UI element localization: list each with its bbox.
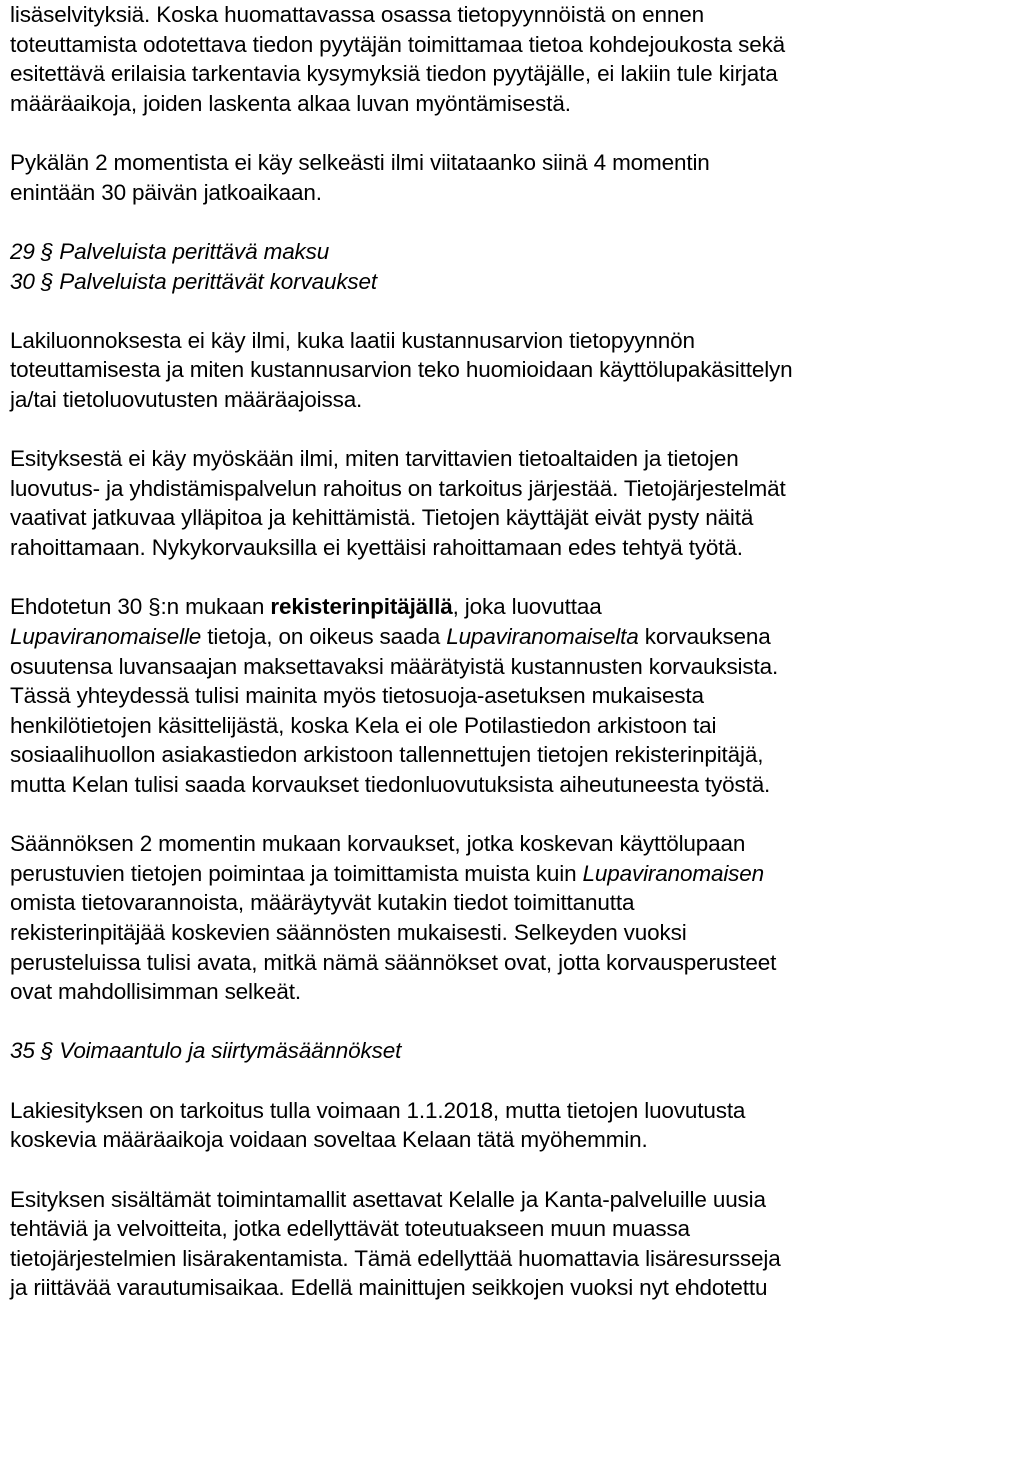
text-line [10, 622, 1015, 652]
emphasis-italic: Lupaviranomaisen [582, 860, 764, 886]
section-heading-29-30 [10, 237, 1015, 296]
paragraph-2 [10, 148, 1015, 207]
text-line: määräaikoja, joiden laskenta alkaa luvan myöntämisestä. [10, 90, 571, 116]
text-line: esitettävä erilaisia tarkentavia kysymyksiä tiedon pyytäjälle, ei lakiin tule kirjata [10, 61, 778, 87]
text-line: ja/tai tietoluovutusten määräajoissa. [10, 387, 363, 412]
text-line: rekisterinpitäjää koskevien säännösten mukaisesti. Selkeyden vuoksi [10, 919, 687, 945]
text-line: Pykälän 2 momentista ei käy selkeästi ilmi viitataanko siinä 4 momentin [10, 150, 710, 176]
text-run: tietoja, on oikeus saada [201, 623, 447, 649]
section-heading: 30 § Palveluista perittävät korvaukset [10, 268, 378, 294]
text-run: Ehdotetun 30 §:n mukaan [10, 594, 271, 620]
text-line: henkilötietojen käsittelijästä, koska Kela ei ole Potilastiedon arkistoon tai [10, 712, 717, 738]
text-run: perustuvien tietojen poimintaa ja toimittamista muista kuin [10, 860, 583, 886]
emphasis-italic: Lupaviranomaiselta [446, 623, 639, 649]
text-line: mutta Kelan tulisi saada korvaukset tiedonluovutuksista aiheutuneesta työstä. [10, 771, 771, 797]
text-line: koskevia määräaikoja voidaan soveltaa Kelaan tätä myöhemmin. [10, 1127, 648, 1153]
text-line: enintään 30 päivän jatkoaikaan. [10, 179, 322, 205]
text-line [10, 859, 1015, 889]
text-run: , joka luovuttaa [452, 594, 602, 620]
text-line: toteuttamista odotettava tiedon pyytäjän toimittamaa tietoa kohdejoukosta sekä [10, 31, 786, 57]
paragraph-6 [10, 829, 1015, 1007]
text-line: omista tietovarannoista, määräytyvät kutakin tiedot toimittanutta [10, 890, 635, 916]
text-line: lisäselvityksiä. Koska huomattavassa osassa tietopyynnöistä on ennen [10, 2, 704, 27]
text-line: Lakiesityksen on tarkoitus tulla voimaan 1.1.2018, mutta tietojen luovutusta [10, 1097, 746, 1123]
text-line: rahoittamaan. Nykykorvauksilla ei kyettäisi rahoittamaan edes tehtyä työtä. [10, 535, 743, 561]
paragraph-7 [10, 1096, 1015, 1155]
paragraph-3 [10, 326, 1015, 415]
text-line: Esityksen sisältämät toimintamallit asettavat Kelalle ja Kanta-palveluille uusia [10, 1186, 766, 1212]
text-line: tietojärjestelmien lisärakentamista. Tämä edellyttää huomattavia lisäresursseja [10, 1245, 781, 1271]
text-line: ja riittävää varautumisaikaa. Edellä mainittujen seikkojen vuoksi nyt ehdotettu [10, 1275, 768, 1301]
text-line: sosiaalihuollon asiakastiedon arkistoon tallennettujen tietojen rekisterinpitäjä, [10, 742, 764, 768]
paragraph-4 [10, 444, 1015, 562]
section-heading: 29 § Palveluista perittävä maksu [10, 238, 330, 264]
paragraph-5 [10, 592, 1015, 799]
paragraph-1 [10, 0, 1015, 118]
section-heading-35 [10, 1036, 1015, 1066]
text-line: vaativat jatkuvaa ylläpitoa ja kehittämistä. Tietojen käyttäjät eivät pysty näitä [10, 505, 754, 531]
text-line: perusteluissa tulisi avata, mitkä nämä säännökset ovat, jotta korvausperusteet [10, 949, 777, 975]
text-line: tehtäviä ja velvoitteita, jotka edellyttävät toteutuakseen muun muassa [10, 1216, 690, 1242]
text-line: Esityksestä ei käy myöskään ilmi, miten tarvittavien tietoaltaiden ja tietojen [10, 446, 739, 472]
document-page [10, 0, 1015, 1303]
text-line: ovat mahdollisimman selkeät. [10, 979, 301, 1005]
text-run: korvauksena [638, 623, 771, 649]
emphasis-italic: Lupaviranomaiselle [10, 623, 202, 649]
text-line: toteuttamisesta ja miten kustannusarvion teko huomioidaan käyttölupakäsittelyn [10, 357, 793, 383]
text-line: osuutensa luvansaajan maksettavaksi määrätyistä kustannusten korvauksista. [10, 653, 779, 679]
text-line: Säännöksen 2 momentin mukaan korvaukset, jotka koskevan käyttölupaan [10, 831, 746, 857]
text-line: Lakiluonnoksesta ei käy ilmi, kuka laatii kustannusarvion tietopyynnön [10, 327, 695, 353]
text-line [10, 592, 1015, 622]
text-line: luovutus- ja yhdistämispalvelun rahoitus on tarkoitus järjestää. Tietojärjestelmät [10, 475, 786, 501]
text-line: Tässä yhteydessä tulisi mainita myös tietosuoja-asetuksen mukaisesta [10, 683, 704, 709]
paragraph-8 [10, 1185, 1015, 1303]
section-heading: 35 § Voimaantulo ja siirtymäsäännökset [10, 1038, 402, 1064]
emphasis-bold: rekisterinpitäjällä [270, 594, 453, 620]
